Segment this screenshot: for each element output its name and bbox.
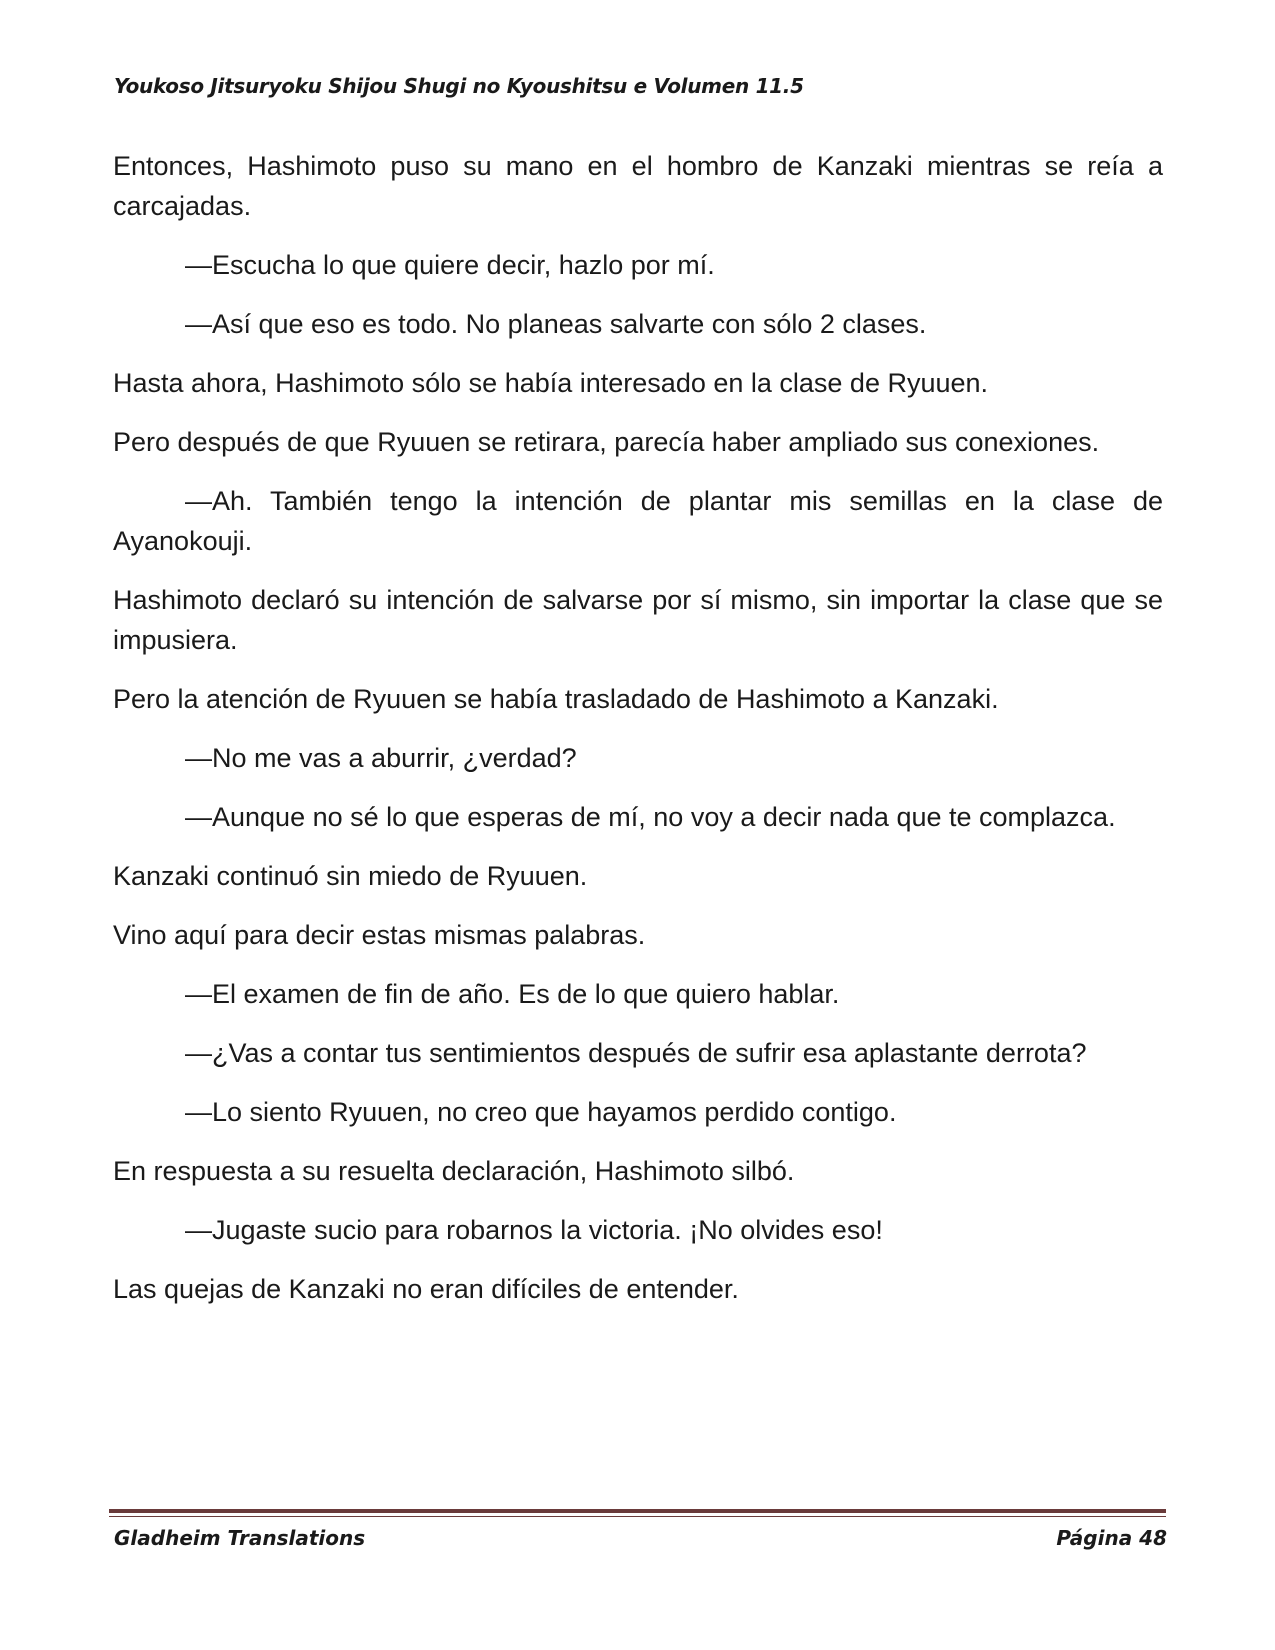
paragraph: En respuesta a su resuelta declaración, Hashimoto silbó. [113, 1156, 795, 1186]
dialogue-paragraph: —Jugaste sucio para robarnos la victoria. ¡No olvides eso! [185, 1215, 883, 1245]
paragraph: Hashimoto declaró su intención de salvarse por sí mismo, sin importar la clase que se impusiera. [113, 585, 1163, 655]
body-text [113, 146, 1163, 1328]
footer-page-number: Página 48 [1056, 1526, 1167, 1550]
dialogue-paragraph: —Así que eso es todo. No planeas salvarte con sólo 2 clases. [185, 309, 927, 339]
paragraph: Entonces, Hashimoto puso su mano en el hombro de Kanzaki mientras se reía a carcajadas. [113, 151, 1163, 221]
dialogue-paragraph: —Aunque no sé lo que esperas de mí, no voy a decir nada que te complazca. [185, 802, 1116, 832]
dialogue-paragraph: —El examen de fin de año. Es de lo que quiero hablar. [185, 979, 840, 1009]
dialogue-paragraph: —Escucha lo que quiere decir, hazlo por mí. [185, 250, 715, 280]
paragraph: Pero después de que Ryuuen se retirara, parecía haber ampliado sus conexiones. [113, 427, 1100, 457]
footer-divider-thin [109, 1516, 1166, 1517]
paragraph: Hasta ahora, Hashimoto sólo se había interesado en la clase de Ryuuen. [113, 368, 989, 398]
header-title: Youkoso Jitsuryoku Shijou Shugi no Kyoushitsu e Volumen 11.5 [114, 74, 804, 98]
dialogue-paragraph: —¿Vas a contar tus sentimientos después de sufrir esa aplastante derrota? [185, 1038, 1087, 1068]
dialogue-paragraph: —Ah. También tengo la intención de plantar mis semillas en la clase de Ayanokouji. [113, 486, 1163, 556]
paragraph: Kanzaki continuó sin miedo de Ryuuen. [113, 861, 588, 891]
footer-divider [109, 1509, 1166, 1513]
dialogue-paragraph: —Lo siento Ryuuen, no creo que hayamos perdido contigo. [185, 1097, 897, 1127]
paragraph: Las quejas de Kanzaki no eran difíciles de entender. [113, 1274, 739, 1304]
paragraph: Pero la atención de Ryuuen se había trasladado de Hashimoto a Kanzaki. [113, 684, 999, 714]
paragraph: Vino aquí para decir estas mismas palabras. [113, 920, 646, 950]
dialogue-paragraph: —No me vas a aburrir, ¿verdad? [185, 743, 577, 773]
footer-translator: Gladheim Translations [114, 1526, 366, 1550]
